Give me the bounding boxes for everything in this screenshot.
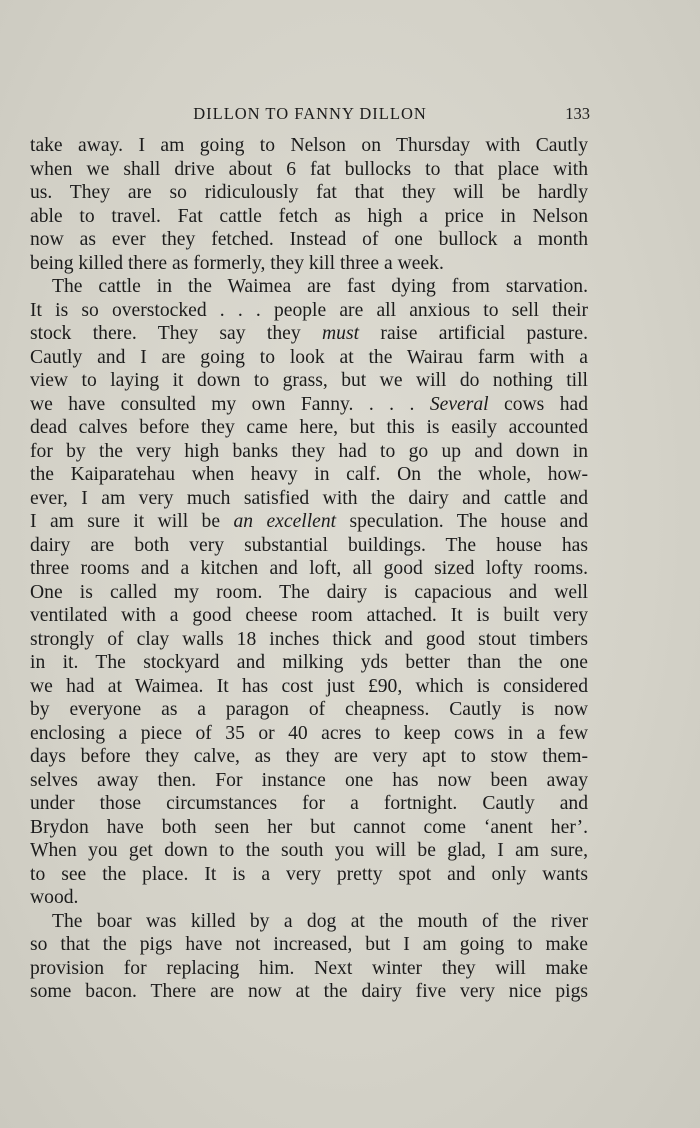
text-line: One is called my room. The dairy is capacious and well <box>30 581 588 603</box>
text-line: take away. I am going to Nelson on Thursday with Cautly <box>30 135 588 156</box>
text-line: dead calves before they came here, but this is easily accounted <box>30 417 588 438</box>
text-line: in it. The stockyard and milking yds better than the one <box>30 652 588 673</box>
text-line: dairy are both very substantial buildings. The house has <box>30 534 588 556</box>
text-line: view to laying it down to grass, but we will do nothing till <box>30 370 588 391</box>
text-line: Cautly and I are going to look at the Wairau farm with a <box>30 346 588 368</box>
text-line: I am sure it will be an excellent speculation. The house and <box>30 511 588 532</box>
text-line: days before they calve, as they are very apt to stow them- <box>30 746 588 767</box>
text-line: us. They are so ridiculously fat that they will be hardly <box>30 182 588 203</box>
text-line: to see the place. It is a very pretty spot and only wants <box>30 863 588 885</box>
text-line: we had at Waimea. It has cost just £90, which is considered <box>30 675 588 697</box>
page-number: 133 <box>565 104 590 123</box>
text-line: ventilated with a good cheese room attached. It is built very <box>30 605 588 626</box>
text-line: we have consulted my own Fanny. . . . Several cows had <box>30 393 588 415</box>
text-line: now as ever they fetched. Instead of one bullock a month <box>30 229 588 250</box>
text-line: for by the very high banks they had to go up and down in <box>30 440 588 462</box>
running-title: DILLON TO FANNY DILLON <box>193 104 427 123</box>
text-line: stock there. They say they must raise artificial pasture. <box>30 323 588 344</box>
text-line: by everyone as a paragon of cheapness. Cautly is now <box>30 699 588 720</box>
text-line: when we shall drive about 6 fat bullocks to that place with <box>30 158 588 180</box>
text-line: It is so overstocked . . . people are all anxious to sell their <box>30 299 588 321</box>
body-text <box>30 134 588 1004</box>
text-line: strongly of clay walls 18 inches thick and good stout timbers <box>30 628 588 650</box>
text-line: enclosing a piece of 35 or 40 acres to keep cows in a few <box>30 722 588 744</box>
text-line: so that the pigs have not increased, but I am going to make <box>30 934 588 955</box>
text-line: selves away then. For instance one has now been away <box>30 769 588 791</box>
text-line: under those circumstances for a fortnight. Cautly and <box>30 793 588 814</box>
text-line: ever, I am very much satisfied with the dairy and cattle and <box>30 487 588 509</box>
text-line: Brydon have both seen her but cannot come ‘anent her’. <box>30 816 588 838</box>
text-line: The cattle in the Waimea are fast dying from starvation. <box>52 276 588 297</box>
text-line: three rooms and a kitchen and loft, all good sized lofty rooms. <box>30 558 588 579</box>
running-head <box>30 104 590 126</box>
text-line: The boar was killed by a dog at the mouth of the river <box>52 910 588 932</box>
text-line: the Kaiparatehau when heavy in calf. On the whole, how- <box>30 464 588 485</box>
text-line: being killed there as formerly, they kill three a week. <box>30 252 444 274</box>
text-line: When you get down to the south you will be glad, I am sure, <box>30 840 588 861</box>
text-line: some bacon. There are now at the dairy five very nice pigs <box>30 981 588 1002</box>
text-line: wood. <box>30 887 79 908</box>
text-line: able to travel. Fat cattle fetch as high a price in Nelson <box>30 205 588 227</box>
text-line: provision for replacing him. Next winter they will make <box>30 957 588 979</box>
